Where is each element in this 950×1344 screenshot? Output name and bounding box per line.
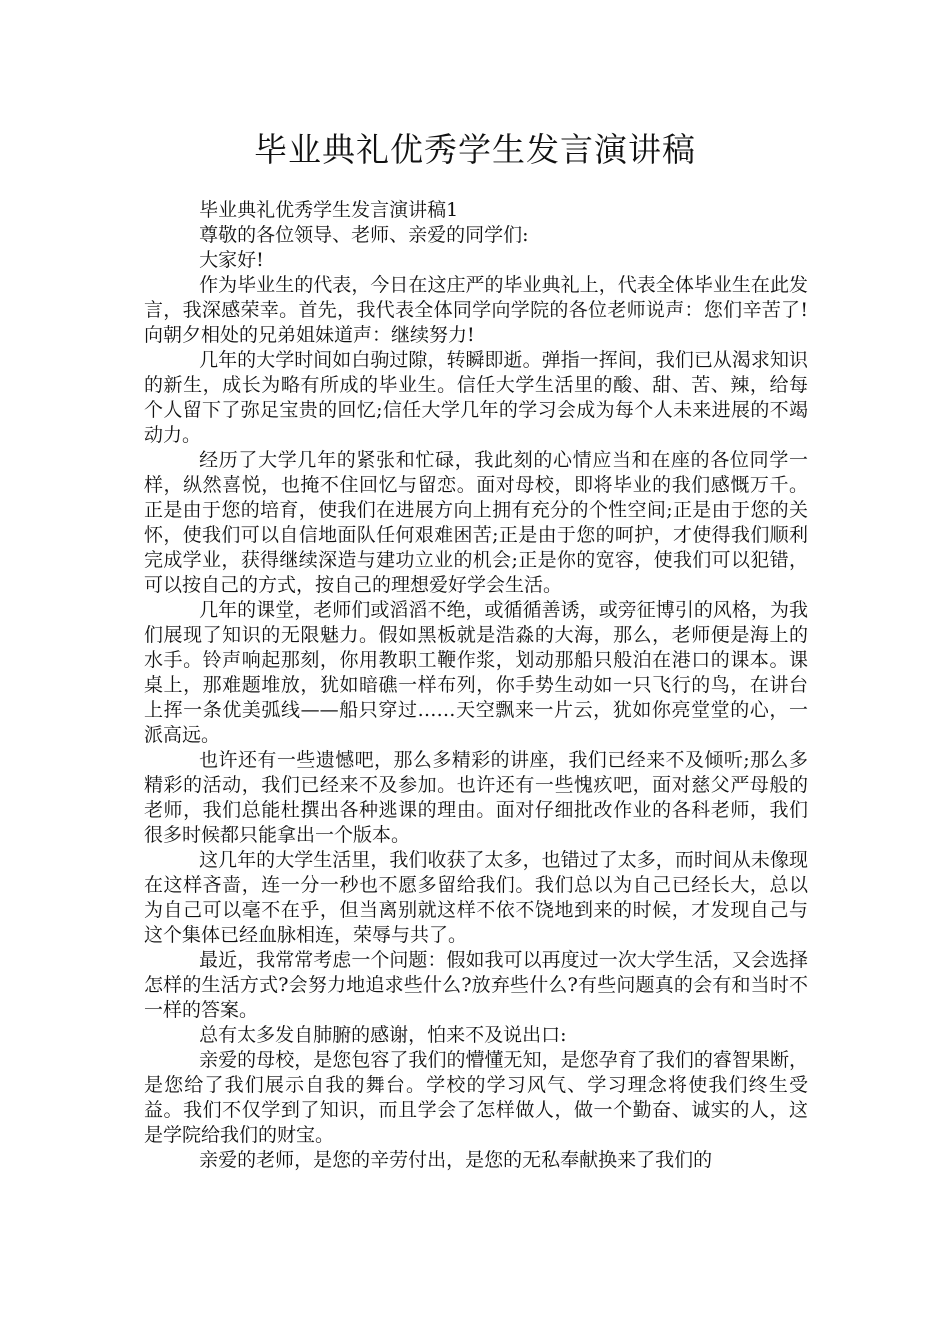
- body-paragraph: 几年的大学时间如白驹过隙，转瞬即逝。弹指一挥间，我们已从渴求知识的新生，成长为略有所成的毕业生。信任大学生活里的酸、甜、苦、辣，给每个人留下了弥足宝贵的回忆;信任大学几年的学习会成为每个人未来进展的不竭动力。: [144, 349, 808, 446]
- salutation-paragraph: 尊敬的各位领导、老师、亲爱的同学们:: [199, 224, 529, 246]
- greeting-paragraph: 大家好!: [199, 249, 264, 271]
- body-paragraph: 也许还有一些遗憾吧，那么多精彩的讲座，我们已经来不及倾听;那么多精彩的活动，我们已经来不及参加。也许还有一些愧疚吧，面对慈父严母般的老师，我们总能杜撰出各种逃课的理由。面对仔细批改作业的各科老师，我们很多时候都只能拿出一个版本。: [144, 749, 808, 846]
- subtitle-paragraph: 毕业典礼优秀学生发言演讲稿1: [199, 199, 459, 221]
- body-paragraph: 几年的课堂，老师们或滔滔不绝，或循循善诱，或旁征博引的风格，为我们展现了知识的无限魅力。假如黑板就是浩淼的大海，那么，老师便是海上的水手。铃声响起那刻，你用教职工鞭作浆，划动那船只般泊在港口的课本。课桌上，那难题堆放，犹如暗礁一样布列，你手势生动如一只飞行的鸟，在讲台上挥一条优美弧线——船只穿过……天空飘来一片云，犹如你亮堂堂的心，一派高远。: [144, 599, 808, 746]
- body-paragraph: 亲爱的母校，是您包容了我们的懵懂无知，是您孕育了我们的睿智果断，是您给了我们展示自我的舞台。学校的学习风气、学习理念将使我们终生受益。我们不仅学到了知识，而且学会了怎样做人，做一个勤奋、诚实的人，这是学院给我们的财宝。: [144, 1049, 808, 1146]
- body-paragraph: 亲爱的老师，是您的辛劳付出，是您的无私奉献换来了我们的: [199, 1149, 713, 1171]
- body-paragraph: 经历了大学几年的紧张和忙碌，我此刻的心情应当和在座的各位同学一样，纵然喜悦，也掩不住回忆与留恋。面对母校，即将毕业的我们感慨万千。正是由于您的培育，使我们在进展方向上拥有充分的个性空间;正是由于您的关怀，使我们可以自信地面队任何艰难困苦;正是由于您的呵护，才使得我们顺利完成学业，获得继续深造与建功立业的机会;正是你的宽容，使我们可以犯错，可以按自己的方式，按自己的理想爱好学会生活。: [144, 449, 808, 596]
- body-paragraph: 最近，我常常考虑一个问题：假如我可以再度过一次大学生活，又会选择怎样的生活方式?会努力地追求些什么?放弃些什么?有些问题真的会有和当时不一样的答案。: [144, 949, 808, 1021]
- body-paragraph: 总有太多发自肺腑的感谢，怕来不及说出口:: [199, 1024, 567, 1046]
- document-body: [144, 198, 808, 1173]
- document-title: 毕业典礼优秀学生发言演讲稿: [254, 130, 696, 169]
- body-paragraph: 作为毕业生的代表，今日在这庄严的毕业典礼上，代表全体毕业生在此发言，我深感荣幸。首先，我代表全体同学向学院的各位老师说声：您们辛苦了!向朝夕相处的兄弟姐妹道声：继续努力!: [144, 274, 808, 346]
- body-paragraph: 这几年的大学生活里，我们收获了太多，也错过了太多，而时间从未像现在这样吝啬，连一分一秒也不愿多留给我们。我们总以为自己已经长大，总以为自己可以毫不在乎，但当离别就这样不依不饶地到来的时候，才发现自己与这个集体已经血脉相连，荣辱与共了。: [144, 849, 808, 946]
